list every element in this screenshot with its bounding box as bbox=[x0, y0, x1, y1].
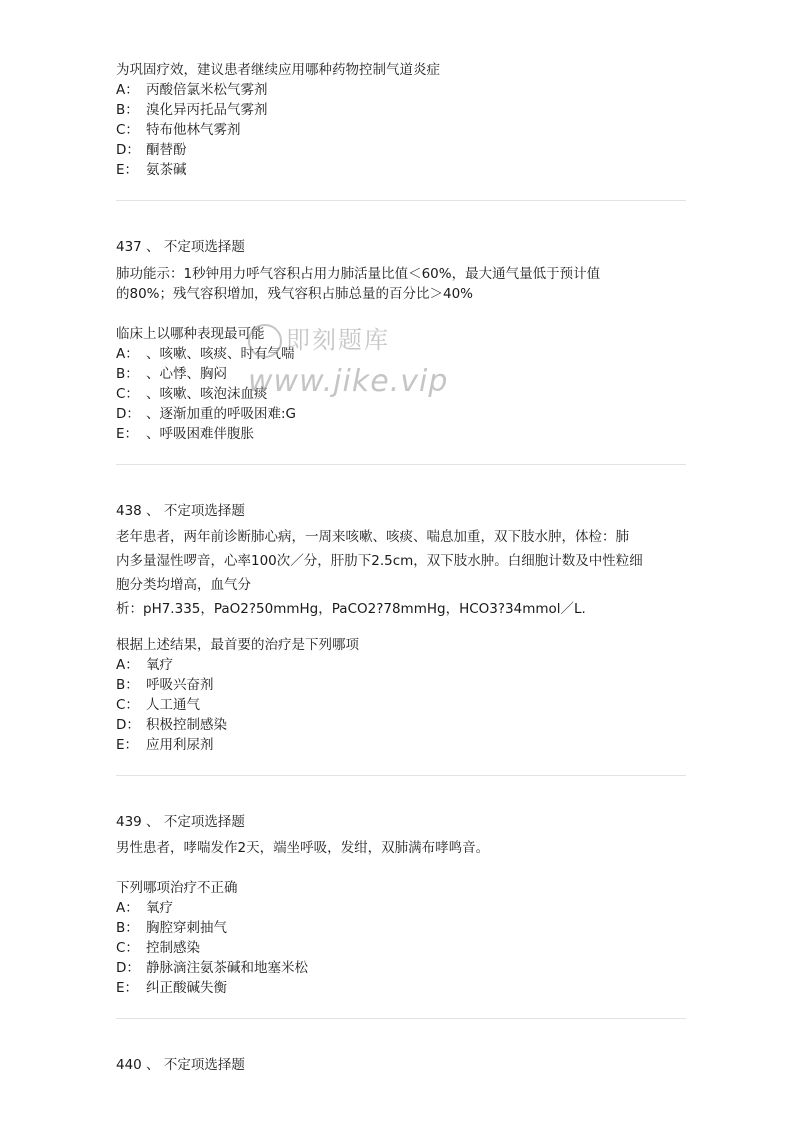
option-e bbox=[116, 978, 686, 998]
question-stem: 男性患者，哮喘发作2天，端坐呼吸，发绀，双肺满布哮鸣音。 bbox=[116, 840, 490, 856]
option-e bbox=[116, 424, 686, 444]
question-stem: 为巩固疗效，建议患者继续应用哪种药物控制气道炎症 bbox=[116, 62, 440, 78]
question-prompt: 根据上述结果，最首要的治疗是下列哪项 bbox=[116, 637, 359, 653]
option-d bbox=[116, 958, 686, 978]
option-b bbox=[116, 675, 686, 695]
option-a bbox=[116, 898, 686, 918]
option-text: 、咳嗽、咳痰、时有气喘 bbox=[146, 346, 295, 362]
option-letter: B： bbox=[116, 920, 139, 936]
option-letter: D： bbox=[116, 406, 140, 422]
question-prompt: 临床上以哪种表现最可能 bbox=[116, 326, 265, 342]
option-letter: B： bbox=[116, 102, 139, 118]
question-stem: 胞分类均增高，血气分 bbox=[116, 577, 251, 593]
option-letter: E： bbox=[116, 980, 139, 996]
option-e bbox=[116, 735, 686, 755]
option-text: 应用利尿剂 bbox=[146, 737, 214, 753]
watermark-url: www.jike.vip bbox=[248, 364, 449, 399]
option-letter: C： bbox=[116, 940, 139, 956]
option-text: 、呼吸困难伴腹胀 bbox=[146, 426, 254, 442]
question-header: 437 、 不定项选择题 bbox=[116, 239, 245, 255]
option-letter: A： bbox=[116, 900, 139, 916]
option-text: 、咳嗽、咳泡沫血痰 bbox=[146, 386, 268, 402]
question-stem: 肺功能示：1秒钟用力呼气容积占用力肺活量比值＜60%，最大通气量低于预计值 bbox=[116, 266, 601, 282]
question-prompt: 下列哪项治疗不正确 bbox=[116, 880, 238, 896]
question-header: 439 、 不定项选择题 bbox=[116, 814, 245, 830]
option-b bbox=[116, 918, 686, 938]
option-text: 积极控制感染 bbox=[146, 717, 227, 733]
question-stem: 的80%；残气容积增加，残气容积占肺总量的百分比＞40% bbox=[116, 286, 474, 302]
option-d bbox=[116, 715, 686, 735]
option-text: 酮替酚 bbox=[146, 142, 187, 158]
option-text: 呼吸兴奋剂 bbox=[146, 677, 214, 693]
option-text: 胸腔穿刺抽气 bbox=[146, 920, 227, 936]
question-header: 438 、 不定项选择题 bbox=[116, 503, 245, 519]
option-text: 人工通气 bbox=[146, 697, 200, 713]
option-letter: C： bbox=[116, 386, 139, 402]
option-letter: E： bbox=[116, 426, 139, 442]
option-text: 氧疗 bbox=[146, 657, 173, 673]
option-text: 溴化异丙托品气雾剂 bbox=[146, 102, 268, 118]
option-text: 氧疗 bbox=[146, 900, 173, 916]
option-letter: A： bbox=[116, 346, 139, 362]
question-header: 440 、 不定项选择题 bbox=[116, 1057, 245, 1073]
option-c bbox=[116, 695, 686, 715]
option-text: 氨茶碱 bbox=[146, 162, 187, 178]
option-letter: D： bbox=[116, 142, 140, 158]
option-text: 丙酸倍氯米松气雾剂 bbox=[146, 82, 268, 98]
option-letter: B： bbox=[116, 677, 139, 693]
option-letter: C： bbox=[116, 697, 139, 713]
option-c bbox=[116, 120, 686, 140]
question-stem: 析：pH7.335，PaO2?50mmHg，PaCO2?78mmHg，HCO3?34mmol／L. bbox=[116, 601, 586, 617]
question-stem: 内多量湿性啰音，心率100次／分，肝肋下2.5cm，双下肢水肿。白细胞计数及中性粒细 bbox=[116, 553, 643, 569]
question-stem: 老年患者，两年前诊断肺心病，一周来咳嗽、咳痰、喘息加重，双下肢水肿，体检：肺 bbox=[116, 529, 629, 545]
option-d bbox=[116, 404, 686, 424]
option-e bbox=[116, 160, 686, 180]
option-a bbox=[116, 344, 686, 364]
option-letter: E： bbox=[116, 162, 139, 178]
option-text: 控制感染 bbox=[146, 940, 200, 956]
option-text: 、逐渐加重的呼吸困难:G bbox=[146, 406, 297, 422]
option-b bbox=[116, 364, 686, 384]
option-text: 纠正酸碱失衡 bbox=[146, 980, 227, 996]
option-letter: C： bbox=[116, 122, 139, 138]
watermark-brand: 即刻题库 bbox=[286, 326, 390, 354]
option-letter: B： bbox=[116, 366, 139, 382]
option-letter: A： bbox=[116, 82, 139, 98]
option-letter: D： bbox=[116, 717, 140, 733]
option-text: 特布他林气雾剂 bbox=[146, 122, 241, 138]
option-d bbox=[116, 140, 686, 160]
option-text: 静脉滴注氨茶碱和地塞米松 bbox=[146, 960, 308, 976]
option-c bbox=[116, 384, 686, 404]
option-b bbox=[116, 100, 686, 120]
option-a bbox=[116, 655, 686, 675]
option-c bbox=[116, 938, 686, 958]
option-text: 、心悸、胸闷 bbox=[146, 366, 227, 382]
document-body bbox=[116, 60, 686, 1075]
option-letter: D： bbox=[116, 960, 140, 976]
option-letter: E： bbox=[116, 737, 139, 753]
option-letter: A： bbox=[116, 657, 139, 673]
option-a bbox=[116, 80, 686, 100]
